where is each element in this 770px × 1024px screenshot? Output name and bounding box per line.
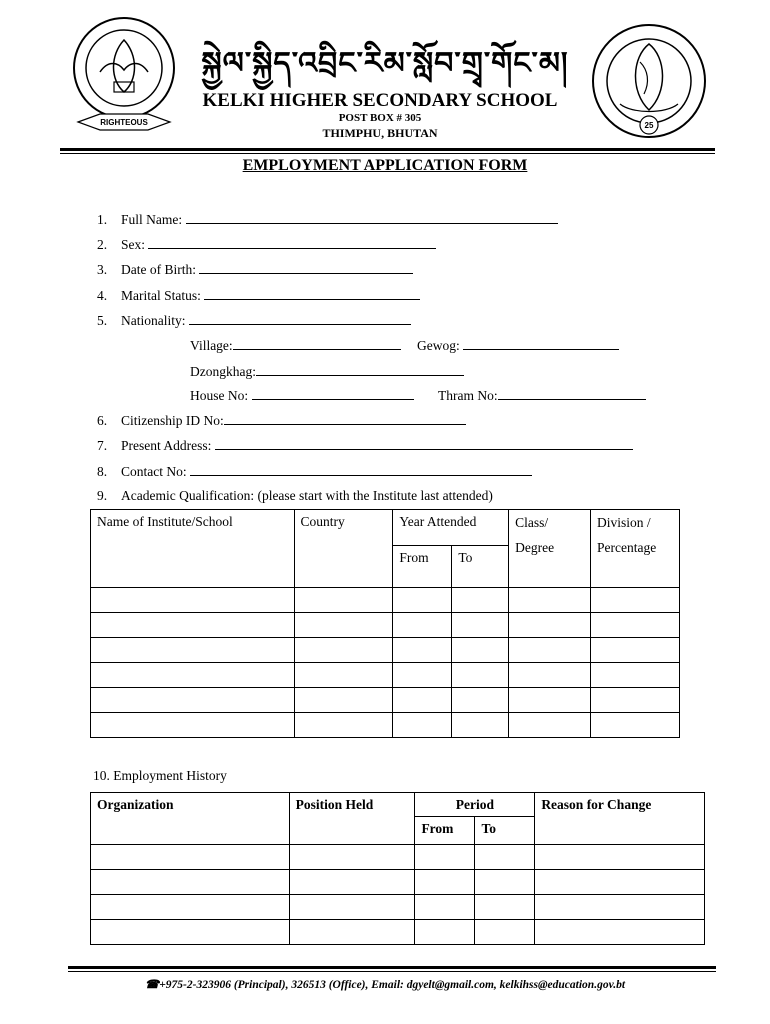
table-cell[interactable] — [509, 613, 591, 638]
col-to: To — [481, 821, 496, 836]
table-cell[interactable] — [452, 613, 509, 638]
table-cell[interactable] — [591, 663, 680, 688]
table-cell[interactable] — [415, 920, 475, 945]
table-cell[interactable] — [535, 870, 705, 895]
thram-no-input[interactable] — [498, 387, 646, 400]
table-cell[interactable] — [452, 688, 509, 713]
citizenship-id-input[interactable] — [224, 412, 466, 425]
table-cell[interactable] — [475, 845, 535, 870]
table-row — [91, 613, 680, 638]
field-dzongkhag: Dzongkhag: — [190, 363, 464, 380]
table-row — [91, 920, 705, 945]
table-cell[interactable] — [509, 638, 591, 663]
header-rule — [60, 148, 715, 151]
table-cell[interactable] — [393, 663, 452, 688]
field-sex: 2. Sex: — [97, 236, 436, 253]
table-cell[interactable] — [91, 588, 295, 613]
table-cell[interactable] — [91, 638, 295, 663]
table-cell[interactable] — [591, 638, 680, 663]
table-cell[interactable] — [535, 895, 705, 920]
table-cell[interactable] — [475, 920, 535, 945]
table-cell[interactable] — [289, 920, 415, 945]
col-division: Division / — [597, 515, 651, 530]
table-cell[interactable] — [475, 895, 535, 920]
nationality-input[interactable] — [189, 312, 411, 325]
present-address-input[interactable] — [215, 437, 633, 450]
field-nationality: 5. Nationality: — [97, 312, 411, 329]
field-citizenship-id: 6. Citizenship ID No: — [97, 412, 466, 429]
table-cell[interactable] — [452, 713, 509, 738]
field-date-of-birth: 3. Date of Birth: — [97, 261, 413, 278]
field-village: Village: — [190, 337, 401, 354]
field-present-address: 7. Present Address: — [97, 437, 633, 454]
footer-rule-thin — [68, 971, 716, 972]
dzongkha-title: སྐྱེལ་སྐྱིད་འབྲིང་རིམ་སློབ་གྲྭ་གོང་མ། — [201, 46, 569, 81]
table-cell[interactable] — [294, 713, 393, 738]
date-of-birth-input[interactable] — [199, 261, 413, 274]
table-cell[interactable] — [415, 870, 475, 895]
table-cell[interactable] — [535, 845, 705, 870]
table-cell[interactable] — [509, 688, 591, 713]
table-header-row — [91, 510, 680, 588]
table-header-row — [91, 793, 705, 845]
form-title: EMPLOYMENT APPLICATION FORM — [242, 157, 528, 174]
table-cell[interactable] — [591, 688, 680, 713]
table-cell[interactable] — [452, 663, 509, 688]
village-input[interactable] — [233, 337, 401, 350]
table-cell[interactable] — [509, 713, 591, 738]
table-cell[interactable] — [91, 870, 290, 895]
table-row — [91, 713, 680, 738]
table-row — [91, 663, 680, 688]
col-country: Country — [300, 514, 345, 529]
conch-shell-emblem-icon — [590, 22, 708, 140]
table-cell[interactable] — [289, 870, 415, 895]
table-cell[interactable] — [91, 920, 290, 945]
table-cell[interactable] — [289, 895, 415, 920]
field-thram-no: Thram No: — [438, 387, 646, 404]
city: THIMPHU, BHUTAN — [322, 126, 438, 140]
table-cell[interactable] — [475, 870, 535, 895]
table-cell[interactable] — [393, 688, 452, 713]
field-house-no: House No: — [190, 387, 414, 404]
col-from: From — [399, 550, 429, 565]
telephone-icon: ☎ — [144, 979, 160, 991]
table-cell[interactable] — [91, 688, 295, 713]
table-cell[interactable] — [91, 845, 290, 870]
table-row — [91, 870, 705, 895]
table-cell[interactable] — [452, 588, 509, 613]
table-cell[interactable] — [509, 663, 591, 688]
footer-rule — [68, 966, 716, 969]
employment-history-heading: 10. Employment History — [93, 768, 227, 783]
full-name-input[interactable] — [186, 211, 558, 224]
school-name: KELKI HIGHER SECONDARY SCHOOL — [202, 90, 558, 111]
table-cell[interactable] — [91, 895, 290, 920]
col-degree: Degree — [515, 540, 555, 555]
table-cell[interactable] — [294, 663, 393, 688]
field-full-name: 1. Full Name: — [97, 211, 558, 228]
table-row — [91, 845, 705, 870]
col-to: To — [458, 550, 473, 565]
table-cell[interactable] — [294, 588, 393, 613]
field-marital-status: 4. Marital Status: — [97, 287, 420, 304]
jubilee-number: 25 — [644, 121, 654, 130]
employment-history-table — [90, 792, 705, 945]
table-row — [91, 895, 705, 920]
gewog-input[interactable] — [463, 337, 619, 350]
table-row — [91, 688, 680, 713]
col-year-attended: Year Attended — [399, 514, 477, 529]
col-period: Period — [455, 797, 494, 812]
table-cell[interactable] — [535, 920, 705, 945]
table-row — [91, 638, 680, 663]
table-cell[interactable] — [91, 713, 295, 738]
academic-qualification-table — [90, 509, 680, 738]
table-cell[interactable] — [393, 613, 452, 638]
table-cell[interactable] — [91, 613, 295, 638]
table-cell[interactable] — [393, 713, 452, 738]
header-rule-thin — [60, 153, 715, 154]
field-gewog: Gewog: — [417, 337, 619, 354]
table-cell[interactable] — [91, 663, 295, 688]
house-no-input[interactable] — [252, 387, 414, 400]
col-organization: Organization — [97, 797, 174, 812]
field-contact-no: 8. Contact No: — [97, 463, 532, 480]
dzongkhag-input[interactable] — [256, 363, 464, 376]
school-emblem-icon — [70, 10, 178, 138]
col-class: Class/ — [515, 515, 549, 530]
footer-contact: ☎+975-2-323906 (Principal), 326513 (Office), Email: dgyelt@gmail.com, kelkihss@education.gov.bt — [144, 979, 626, 991]
marital-status-input[interactable] — [204, 287, 420, 300]
table-cell[interactable] — [452, 638, 509, 663]
table-cell[interactable] — [415, 895, 475, 920]
sex-input[interactable] — [148, 236, 436, 249]
table-cell[interactable] — [294, 638, 393, 663]
col-percentage: Percentage — [597, 540, 657, 555]
table-cell[interactable] — [591, 613, 680, 638]
field-academic-qualification: 9. Academic Qualification: (please start with the Institute last attended) — [97, 488, 493, 503]
table-cell[interactable] — [393, 638, 452, 663]
table-cell[interactable] — [289, 845, 415, 870]
contact-no-input[interactable] — [190, 463, 532, 476]
col-from: From — [421, 821, 454, 836]
col-position-held: Position Held — [295, 797, 374, 812]
post-box: POST BOX # 305 — [338, 112, 422, 124]
table-cell[interactable] — [591, 713, 680, 738]
col-institute: Name of Institute/School — [97, 514, 233, 529]
table-cell[interactable] — [393, 588, 452, 613]
logo-motto: RIGHTEOUS — [100, 118, 148, 127]
table-cell[interactable] — [415, 845, 475, 870]
table-cell[interactable] — [294, 613, 393, 638]
table-cell[interactable] — [591, 588, 680, 613]
table-row — [91, 588, 680, 613]
col-reason-for-change: Reason for Change — [541, 797, 652, 812]
table-cell[interactable] — [509, 588, 591, 613]
table-cell[interactable] — [294, 688, 393, 713]
